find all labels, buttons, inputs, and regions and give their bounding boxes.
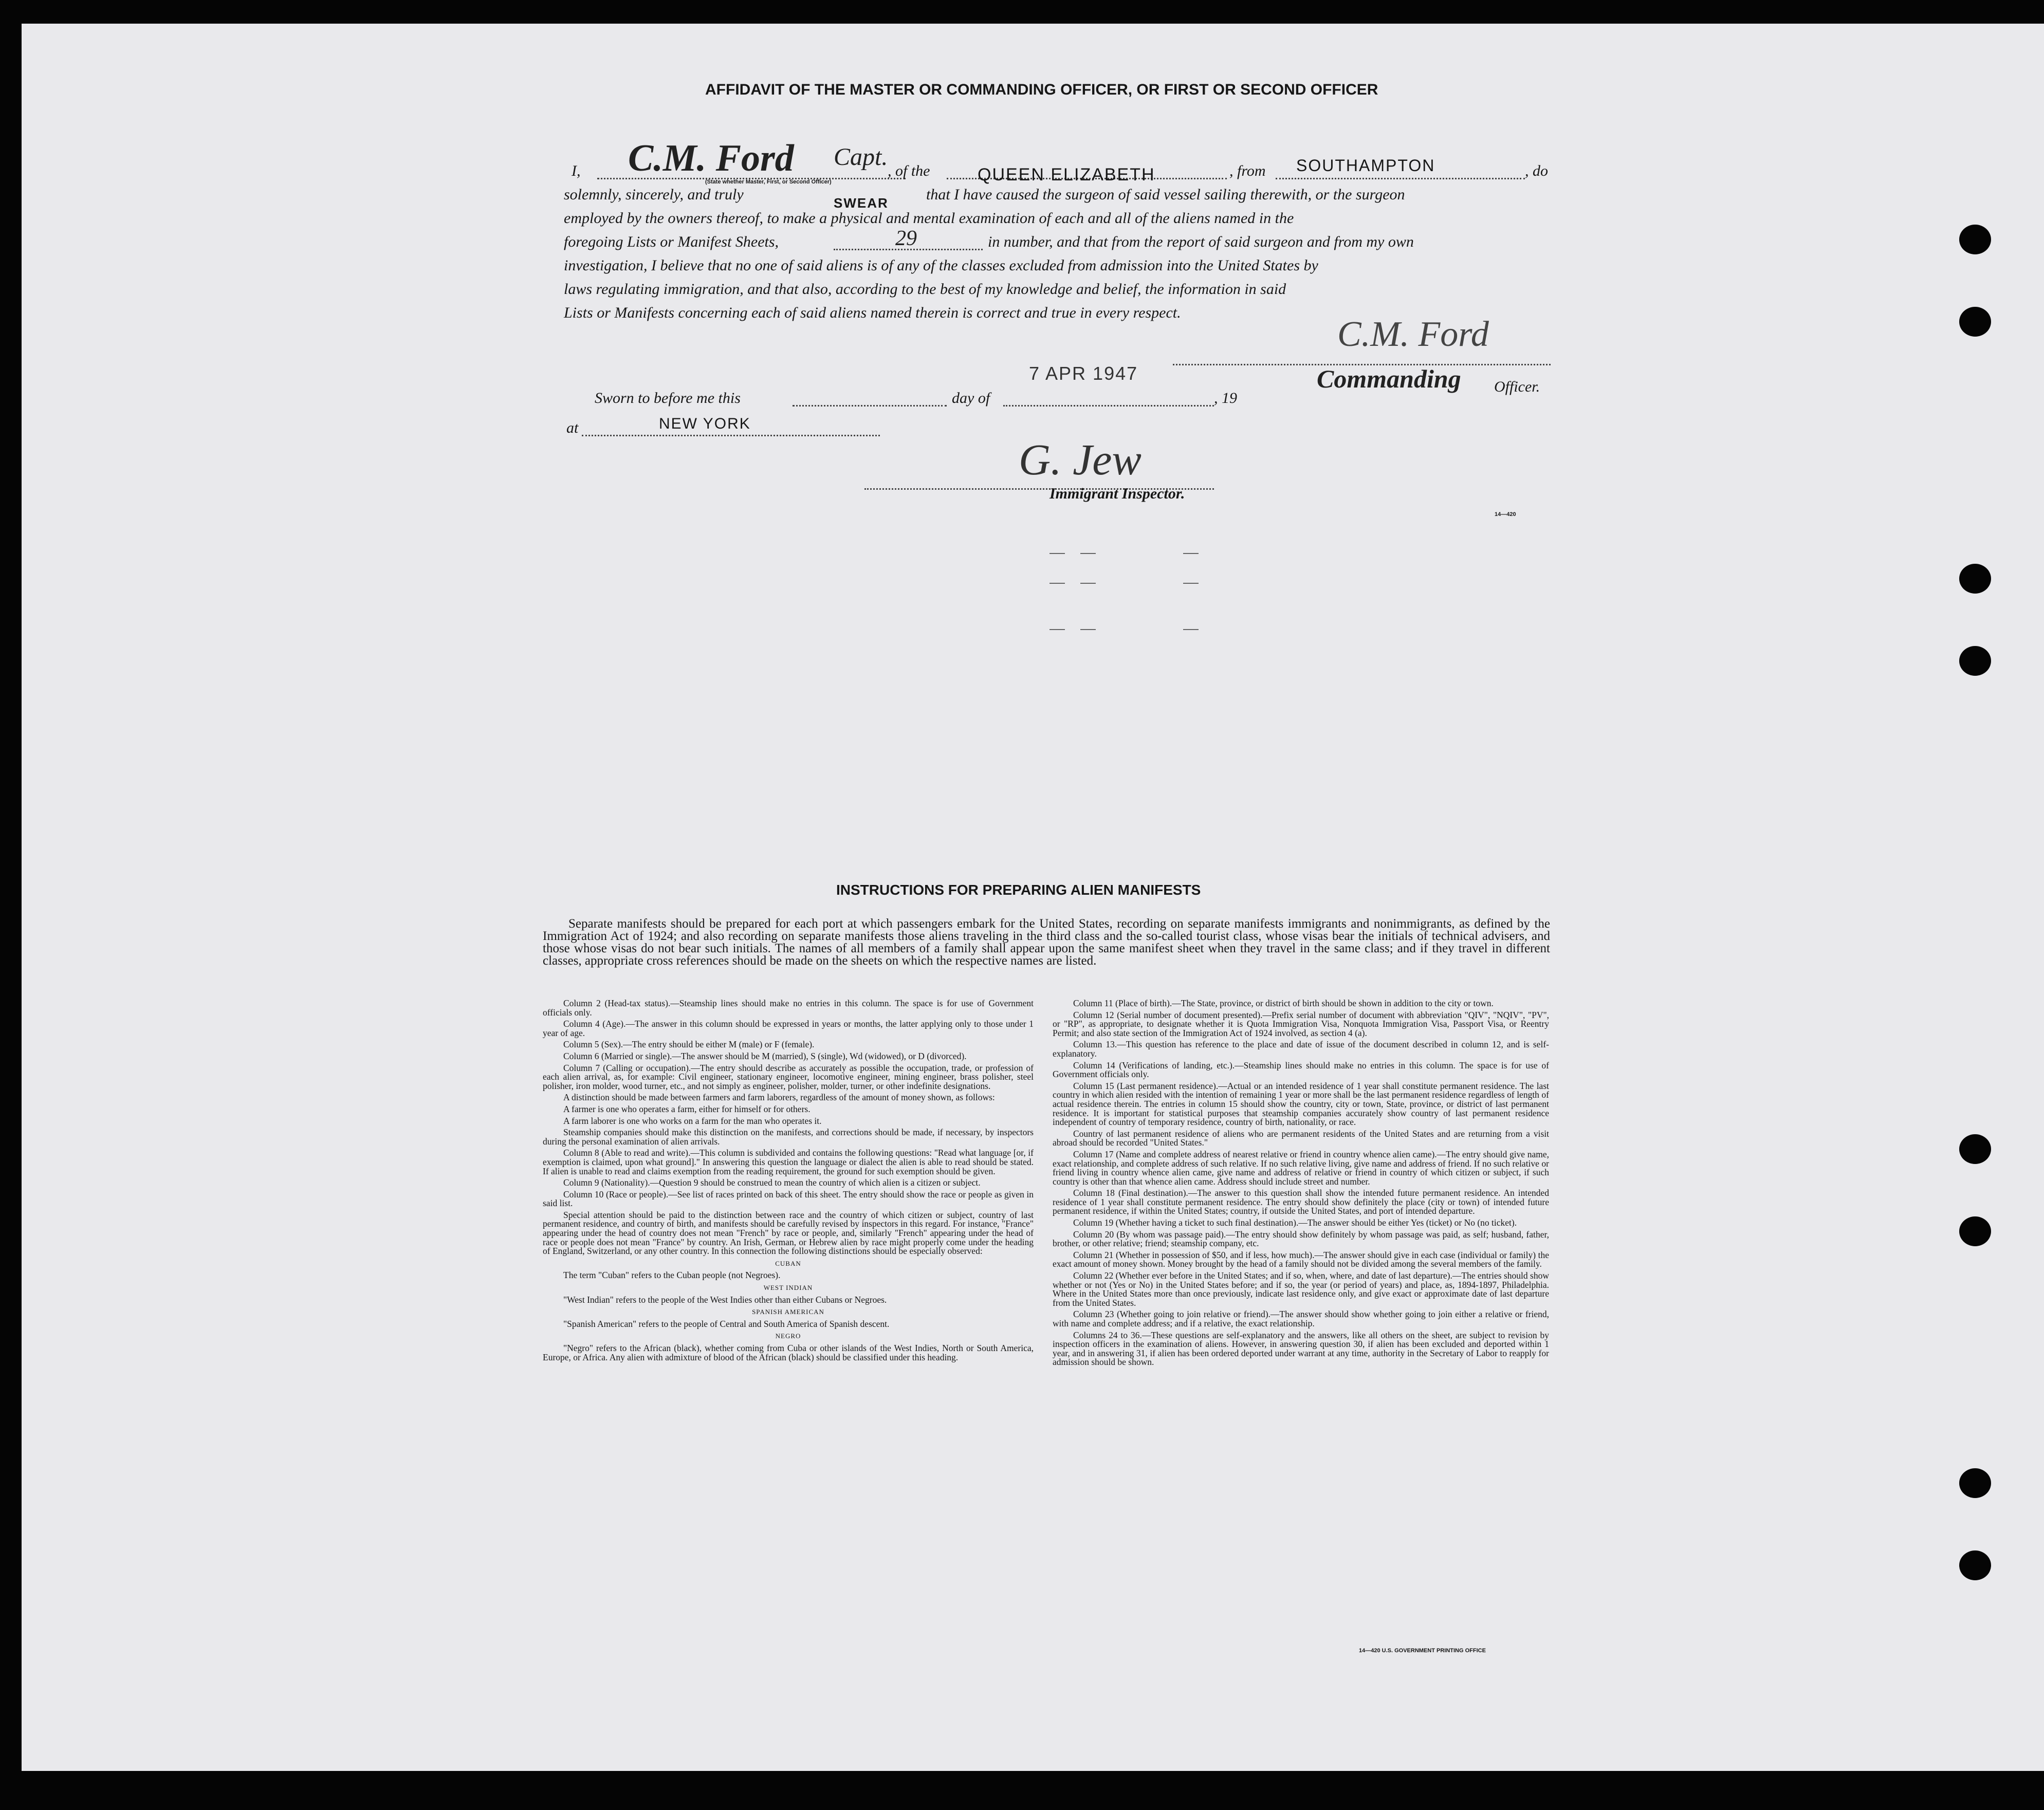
negro-heading: NEGRO: [775, 1332, 801, 1340]
officer-suffix: Officer.: [1494, 378, 1540, 395]
punch-hole: [1959, 646, 1991, 676]
west-indian-text: "West Indian" refers to the people of the West Indies other than either Cubans or Negroes.: [563, 1294, 887, 1305]
spanish-american-heading: SPANISH AMERICAN: [752, 1308, 824, 1316]
instructions-intro: Separate manifests should be prepared for each port at which passengers embark for the United States, recording on separate manifests immigrants and nonimmigrants, as defined by the Immigration Act of 1924; and also recording on separate manifests those aliens traveling in the third class and the so-called tourist class, whose visas bear the initials of technical advisers, and those whose visas do not bear such initials. The names of all members of a family shall appear upon the same manifest sheet when they travel in the same class; and if they travel in different classes, appropriate cross references should be made on the sheets on which the respective names are listed.: [543, 917, 1550, 968]
left-para: A distinction should be made between farmers and farm laborers, regardless of the amount of money shown, as follows:: [563, 1092, 995, 1103]
affidavit-line4b: in number, and that from the report of said surgeon and from my own: [988, 233, 1414, 250]
left-para: Column 5 (Sex).—The entry should be either M (male) or F (female).: [563, 1039, 815, 1050]
left-para: Column 9 (Nationality).—Question 9 should be construed to mean the country of which alien is a citizen or subject.: [563, 1177, 981, 1188]
from-label: , from: [1229, 162, 1266, 179]
printing-office-footer: 14—420 U.S. GOVERNMENT PRINTING OFFICE: [1359, 1648, 1486, 1654]
punch-hole: [1959, 307, 1991, 337]
faint-dash: [1080, 553, 1096, 554]
right-para: Column 21 (Whether in possession of $50, and if less, how much).—The answer should give in each case (individual or family) the exact amount of money shown. Money brought by the head of a family should not be divided among the several members of the family.: [1053, 1249, 1549, 1269]
right-para: Column 18 (Final destination).—The answer to this question shall show the intended future permanent residence. An intended residence of 1 year shall constitute permanent residence. The entry should show definitely the place (city or town) of intended future permanent residence, if within the United States; country, if outside the United States, and port of intended departure.: [1053, 1188, 1549, 1216]
place-name: NEW YORK: [659, 415, 751, 432]
officer-signature-line: [1173, 352, 1551, 365]
day-of-label: day of: [952, 390, 990, 407]
left-para: Column 8 (Able to read and write).—This column is subdivided and contains the following questions: "Read what language [or, if exemption is claimed, upon what ground]." In answering this question the language or dialect the alien is able to read should be stated. If alien is unable to read and claims exemption from the reading requirement, the ground for such exemption should be given.: [543, 1148, 1034, 1176]
right-para: Country of last permanent residence of aliens who are permanent residents of the United States and are returning from a visit abroad should be recorded "United States.": [1053, 1128, 1549, 1148]
left-para: Steamship companies should make this distinction on the manifests, and corrections should be made, if necessary, by inspectors during the personal examination of alien arrivals.: [543, 1127, 1034, 1147]
cuban-text: The term "Cuban" refers to the Cuban people (not Negroes).: [563, 1270, 781, 1281]
left-para: Column 4 (Age).—The answer in this column should be expressed in years or months, the latter applying only to those under 1 year of age.: [543, 1019, 1034, 1038]
manifest-sheet: [22, 24, 2044, 1771]
faint-dash: [1183, 583, 1199, 584]
punch-hole: [1959, 1550, 1991, 1580]
faint-dash: [1080, 629, 1096, 630]
faint-dash: [1183, 629, 1199, 630]
sheet-count: 29: [895, 227, 917, 250]
right-para: Column 17 (Name and complete address of nearest relative or friend in country whence alien came).—The entry should give name, exact relationship, and complete address of such relative. If no such relative living, give name and address of friend. If no such relative or friend living in country whence alien came, give name and address of relative or friend in country of which citizen or subject, if such country is other than that whence alien came. Address should include street and number.: [1053, 1149, 1549, 1187]
rank-caption: (State whether Master, First, or Second Officer): [705, 179, 832, 185]
left-para: A farmer is one who operates a farm, either for himself or for others.: [563, 1103, 811, 1114]
vessel-name: QUEEN ELIZABETH: [978, 165, 1155, 184]
affidavit-line2b: that I have caused the surgeon of said vessel sailing therewith, or the surgeon: [926, 186, 1405, 203]
affidavit-line7: Lists or Manifests concerning each of said aliens named therein is correct and true in every respect.: [564, 304, 1181, 321]
right-para: Column 13.—This question has reference to the place and date of issue of the document described in column 12, and is self-explanatory.: [1053, 1039, 1549, 1059]
affidavit-i: I,: [572, 162, 581, 179]
port-name: SOUTHAMPTON: [1296, 156, 1435, 175]
sworn-month-field: [1003, 393, 1214, 407]
negro-text: "Negro" refers to the African (black), whether coming from Cuba or other islands of the West Indies, North or South America, Europe, or Africa. Any alien with admixture of blood of the African (black) should be classified under this heading.: [543, 1343, 1034, 1362]
officer-rank-handwritten: Capt.: [834, 143, 888, 171]
punch-hole: [1959, 1134, 1991, 1164]
instructions-title: INSTRUCTIONS FOR PREPARING ALIEN MANIFESTS: [836, 882, 1201, 898]
faint-dash: [1183, 553, 1199, 554]
left-para: Special attention should be paid to the distinction between race and the country of which citizen or subject, country of last permanent residence, and country of birth, and manifests should be carefully revised by inspectors in this regard. For instance, "France" appearing under the head of country does not mean "French" by race or people, and, similarly "French" appearing under the head of race or people does not mean "France" by country. An Irish, German, or Hebrew alien by race might properly come under the heading of England, Switzerland, or any other country. In this connection the following distinctions should be especially observed:: [543, 1209, 1034, 1257]
faint-dash: [1049, 583, 1065, 584]
date-stamp: 7 APR 1947: [1029, 363, 1138, 384]
faint-dash: [1080, 583, 1096, 584]
left-para: Column 2 (Head-tax status).—Steamship lines should make no entries in this column. The space is for use of Government officials only.: [543, 998, 1034, 1018]
left-para: Column 6 (Married or single).—The answer should be M (married), S (single), Wd (widowed), or D (divorced).: [563, 1050, 967, 1061]
affidavit-line2a: solemnly, sincerely, and truly: [564, 186, 744, 203]
affidavit-line5: investigation, I believe that no one of said aliens is of any of the classes excluded from admission into the United States by: [564, 257, 1318, 274]
inspector-signature: G. Jew: [1019, 435, 1141, 484]
punch-hole: [1959, 1468, 1991, 1498]
punch-hole: [1959, 1216, 1991, 1246]
punch-hole: [1959, 225, 1991, 254]
faint-dash: [1049, 629, 1065, 630]
right-para: Column 11 (Place of birth).—The State, province, or district of birth should be shown in addition to the city or town.: [1073, 998, 1494, 1008]
punch-hole: [1959, 564, 1991, 594]
right-para: Column 19 (Whether having a ticket to such final destination).—The answer should be either Yes (ticket) or No (no ticket).: [1073, 1217, 1517, 1228]
instructions-right-column: [1053, 999, 1549, 1370]
officer-signature: C.M. Ford: [628, 137, 794, 179]
right-para: Column 20 (By whom was passage paid).—The entry should show definitely by whom passage was paid, as self; husband, father, brother, or other relative; friend; steamship company, etc.: [1053, 1229, 1549, 1249]
officer-signature-2: C.M. Ford: [1337, 315, 1489, 354]
affidavit-line4a: foregoing Lists or Manifest Sheets,: [564, 233, 779, 250]
cuban-heading: CUBAN: [775, 1259, 801, 1267]
inspector-title: Immigrant Inspector.: [1049, 485, 1185, 502]
affidavit-line6: laws regulating immigration, and that also, according to the best of my knowledge and belief, the information in said: [564, 281, 1286, 298]
sworn-label: Sworn to before me this: [595, 390, 741, 407]
sworn-day-field: [793, 393, 947, 407]
at-label: at: [566, 419, 579, 436]
right-para: Column 12 (Serial number of document presented).—Prefix serial number of document with abbreviation "QIV", "NQIV", "PV", or "RP", as appropriate, to designate whether it is Quota Immigration Visa, Nonquota Immigration Visa, Passport Visa, or Reentry Permit; and also state section of the Immigration Act of 1924 involved, as section 4 (a).: [1053, 1009, 1549, 1038]
affidavit-line3: employed by the owners thereof, to make a physical and mental examination of each and all of the aliens named in the: [564, 210, 1294, 227]
right-para: Column 15 (Last permanent residence).—Actual or an intended residence of 1 year shall constitute permanent residence. The last country in which alien resided with the intention of remaining 1 year or more shall be the last permanent residence regardless of length of actual residence therein. The entries in column 15 should show the country, city or town, State, province, or district of last permanent residence. It is important for statistical purposes that steamship companies accurately show country of last permanent residence independent of country of temporary residence, country of birth, nationality, or race.: [1053, 1080, 1549, 1128]
spanish-american-text: "Spanish American" refers to the people of Central and South America of Spanish descent.: [563, 1318, 890, 1329]
faint-dash: [1049, 553, 1065, 554]
officer-title-handwritten: Commanding: [1317, 364, 1461, 393]
year-prefix: , 19: [1214, 390, 1237, 407]
west-indian-heading: WEST INDIAN: [763, 1284, 813, 1292]
form-number: 14—420: [1495, 511, 1516, 518]
right-para: Columns 24 to 36.—These questions are self-explanatory and the answers, like all others on the sheet, are subject to revision by inspection officers in the examination of aliens. However, in answering question 30, if alien has been excluded and deported within 1 year, and in answering 31, if alien has been ordered deported under warrant at any time, authority in the Secretary of Labor to reapply for admission should be shown.: [1053, 1329, 1549, 1368]
left-para: Column 7 (Calling or occupation).—The entry should describe as accurately as possible the occupation, trade, or profession of each alien arrival, as, for example: Civil engineer, stationary engineer, locomotive engineer, mining engineer, brass polisher, steel polisher, iron molder, wood turner, etc., and not simply as engineer, polisher, molder, turner, or other indefinite designations.: [543, 1062, 1034, 1091]
right-para: Column 23 (Whether going to join relative or friend).—The answer should show whether going to join either a relative or friend, with name and complete address; and if a relative, the exact relationship.: [1053, 1309, 1549, 1328]
of-the-label: , of the: [888, 162, 930, 179]
oath-word: SWEAR: [834, 195, 889, 211]
left-para: A farm laborer is one who works on a farm for the man who operates it.: [563, 1115, 822, 1126]
do-label: , do: [1525, 162, 1548, 179]
right-para: Column 22 (Whether ever before in the United States; and if so, when, where, and date of last departure).—The entries should show whether or not (Yes or No) in the United States before; and if so, the year (or period of years) and place, as, 1894-1897, Philadelphia. Where in the United States more than once previously, indicate last residence only, and give exact or approximate date of last departure from the United States.: [1053, 1270, 1549, 1308]
left-para: Column 10 (Race or people).—See list of races printed on back of this sheet. The entry should show the race or people as given in said list.: [543, 1189, 1034, 1209]
right-para: Column 14 (Verifications of landing, etc.).—Steamship lines should make no entries in this column. The space is for use of Government officials only.: [1053, 1060, 1549, 1080]
instructions-left-column: [543, 999, 1034, 1364]
affidavit-title: AFFIDAVIT OF THE MASTER OR COMMANDING OFFICER, OR FIRST OR SECOND OFFICER: [705, 81, 1378, 98]
